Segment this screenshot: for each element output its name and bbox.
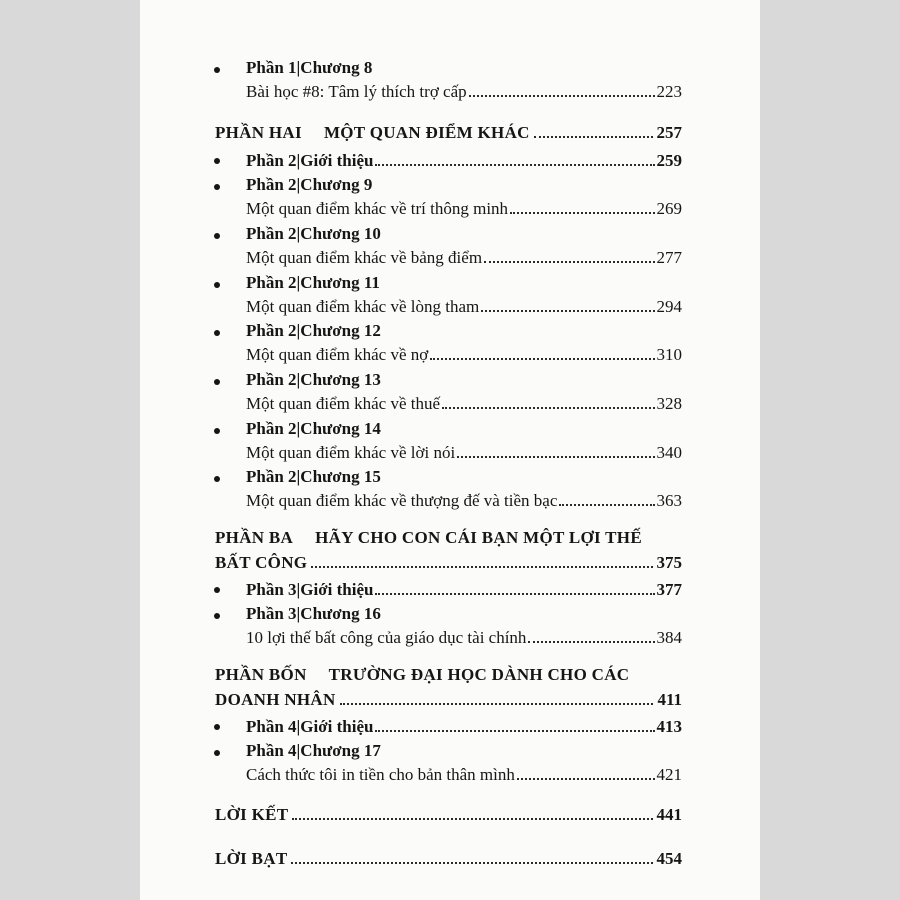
- dot-leader: [469, 79, 655, 97]
- bullet-icon: [214, 330, 220, 336]
- part-heading-two: [215, 120, 682, 142]
- chapter-line: [246, 79, 682, 101]
- chapter-line: [246, 577, 682, 599]
- bullet-icon: [214, 282, 220, 288]
- part-label: PHẦN HAI: [215, 123, 302, 142]
- dot-leader: [517, 762, 655, 780]
- chapter-label: Phần 2|Chương 13: [246, 370, 381, 389]
- chapter-title: Cách thức tôi in tiền cho bản thân mình: [246, 765, 515, 784]
- page-number: 223: [656, 82, 682, 101]
- chapter-title: Phần 3|Giới thiệu: [246, 580, 374, 599]
- page-number: 257: [656, 123, 682, 142]
- chapter-title: Phần 4|Giới thiệu: [246, 717, 374, 736]
- part-title-continued: DOANH NHÂN: [215, 690, 336, 709]
- chapter-label: Phần 2|Chương 11: [246, 273, 380, 292]
- part-label: PHẦN BA: [215, 528, 294, 547]
- chapter-label: Phần 2|Chương 10: [246, 224, 381, 243]
- dot-leader: [484, 245, 654, 263]
- page-number: 411: [657, 690, 682, 709]
- chapter-label: Phần 3|Chương 16: [246, 604, 381, 623]
- page-number: 310: [656, 345, 682, 364]
- part-heading-three: [215, 527, 642, 549]
- page-number: 294: [656, 297, 682, 316]
- chapter-line: [246, 294, 682, 316]
- dot-leader: [340, 687, 654, 705]
- bullet-icon: [214, 587, 220, 593]
- dot-leader: [375, 577, 654, 595]
- page-number: 259: [656, 151, 682, 170]
- chapter-title: Một quan điểm khác về bảng điểm: [246, 248, 483, 267]
- part-heading-four-line2: [215, 687, 682, 709]
- chapter-line: [246, 391, 682, 413]
- chapter-label: Phần 2|Chương 15: [246, 467, 381, 486]
- chapter-title: Một quan điểm khác về thượng đế và tiền bạc: [246, 491, 558, 510]
- part-title: HÃY CHO CON CÁI BẠN MỘT LỢI THẾ: [315, 528, 642, 547]
- bullet-icon: [214, 379, 220, 385]
- bullet-icon: [214, 724, 220, 730]
- chapter-title: Một quan điểm khác về nợ: [246, 345, 429, 364]
- page-number: 277: [656, 248, 682, 267]
- chapter-label: Phần 1|Chương 8: [246, 58, 373, 77]
- page-number: 413: [656, 717, 682, 736]
- page-number: 377: [656, 580, 682, 599]
- table-of-contents: [140, 0, 760, 900]
- dot-leader: [481, 294, 654, 312]
- afterword-heading: [215, 802, 682, 824]
- chapter-line: [246, 245, 682, 267]
- book-page: [140, 0, 760, 900]
- dot-leader: [375, 148, 654, 166]
- dot-leader: [430, 342, 654, 360]
- bullet-icon: [214, 158, 220, 164]
- chapter-title: Một quan điểm khác về lời nói: [246, 443, 456, 462]
- part-title: MỘT QUAN ĐIỂM KHÁC: [323, 123, 530, 142]
- bullet-icon: [214, 613, 220, 619]
- chapter-line: [246, 148, 682, 170]
- chapter-title: Một quan điểm khác về lòng tham: [246, 297, 480, 316]
- bullet-icon: [214, 233, 220, 239]
- dot-leader: [442, 391, 654, 409]
- part-label: PHẦN BỐN: [215, 665, 307, 684]
- dot-leader: [510, 196, 654, 214]
- part-title: TRƯỜNG ĐẠI HỌC DÀNH CHO CÁC: [328, 665, 630, 684]
- part-heading-three-line2: [215, 550, 682, 572]
- part-title-continued: BẤT CÔNG: [215, 553, 308, 572]
- chapter-label: Phần 2|Chương 12: [246, 321, 381, 340]
- chapter-line: [246, 714, 682, 736]
- chapter-title: Bài học #8: Tâm lý thích trợ cấp: [246, 82, 467, 101]
- bullet-icon: [214, 476, 220, 482]
- page-number: 454: [656, 849, 682, 868]
- bullet-icon: [214, 184, 220, 190]
- chapter-line: [246, 342, 682, 364]
- dot-leader: [375, 714, 654, 732]
- page-number: 340: [656, 443, 682, 462]
- page-number: 384: [656, 628, 682, 647]
- chapter-line: [246, 440, 682, 462]
- bullet-icon: [214, 750, 220, 756]
- section-title: LỜI BẠT: [215, 849, 288, 868]
- chapter-line: [246, 488, 682, 510]
- dot-leader: [457, 440, 654, 458]
- dot-leader: [291, 846, 652, 864]
- chapter-label: Phần 4|Chương 17: [246, 741, 381, 760]
- section-title: LỜI KẾT: [215, 805, 289, 824]
- page-number: 421: [656, 765, 682, 784]
- dot-leader: [528, 625, 654, 643]
- page-number: 328: [656, 394, 682, 413]
- page-number: 441: [656, 805, 682, 824]
- chapter-title: Một quan điểm khác về thuế: [246, 394, 441, 413]
- chapter-title: Phần 2|Giới thiệu: [246, 151, 374, 170]
- chapter-title: 10 lợi thế bất công của giáo dục tài chính: [246, 628, 527, 647]
- page-number: 269: [656, 199, 682, 218]
- chapter-title: Một quan điểm khác về trí thông minh: [246, 199, 509, 218]
- chapter-label: Phần 2|Chương 14: [246, 419, 381, 438]
- page-number: 375: [656, 553, 682, 572]
- chapter-line: [246, 625, 682, 647]
- chapter-label: Phần 2|Chương 9: [246, 175, 373, 194]
- dot-leader: [559, 488, 654, 506]
- dot-leader: [534, 120, 653, 138]
- bullet-icon: [214, 428, 220, 434]
- epilogue-heading: [215, 846, 682, 868]
- page-number: 363: [656, 491, 682, 510]
- dot-leader: [311, 550, 652, 568]
- chapter-line: [246, 762, 682, 784]
- bullet-icon: [214, 67, 220, 73]
- chapter-line: [246, 196, 682, 218]
- part-heading-four: [215, 664, 629, 686]
- dot-leader: [292, 802, 652, 820]
